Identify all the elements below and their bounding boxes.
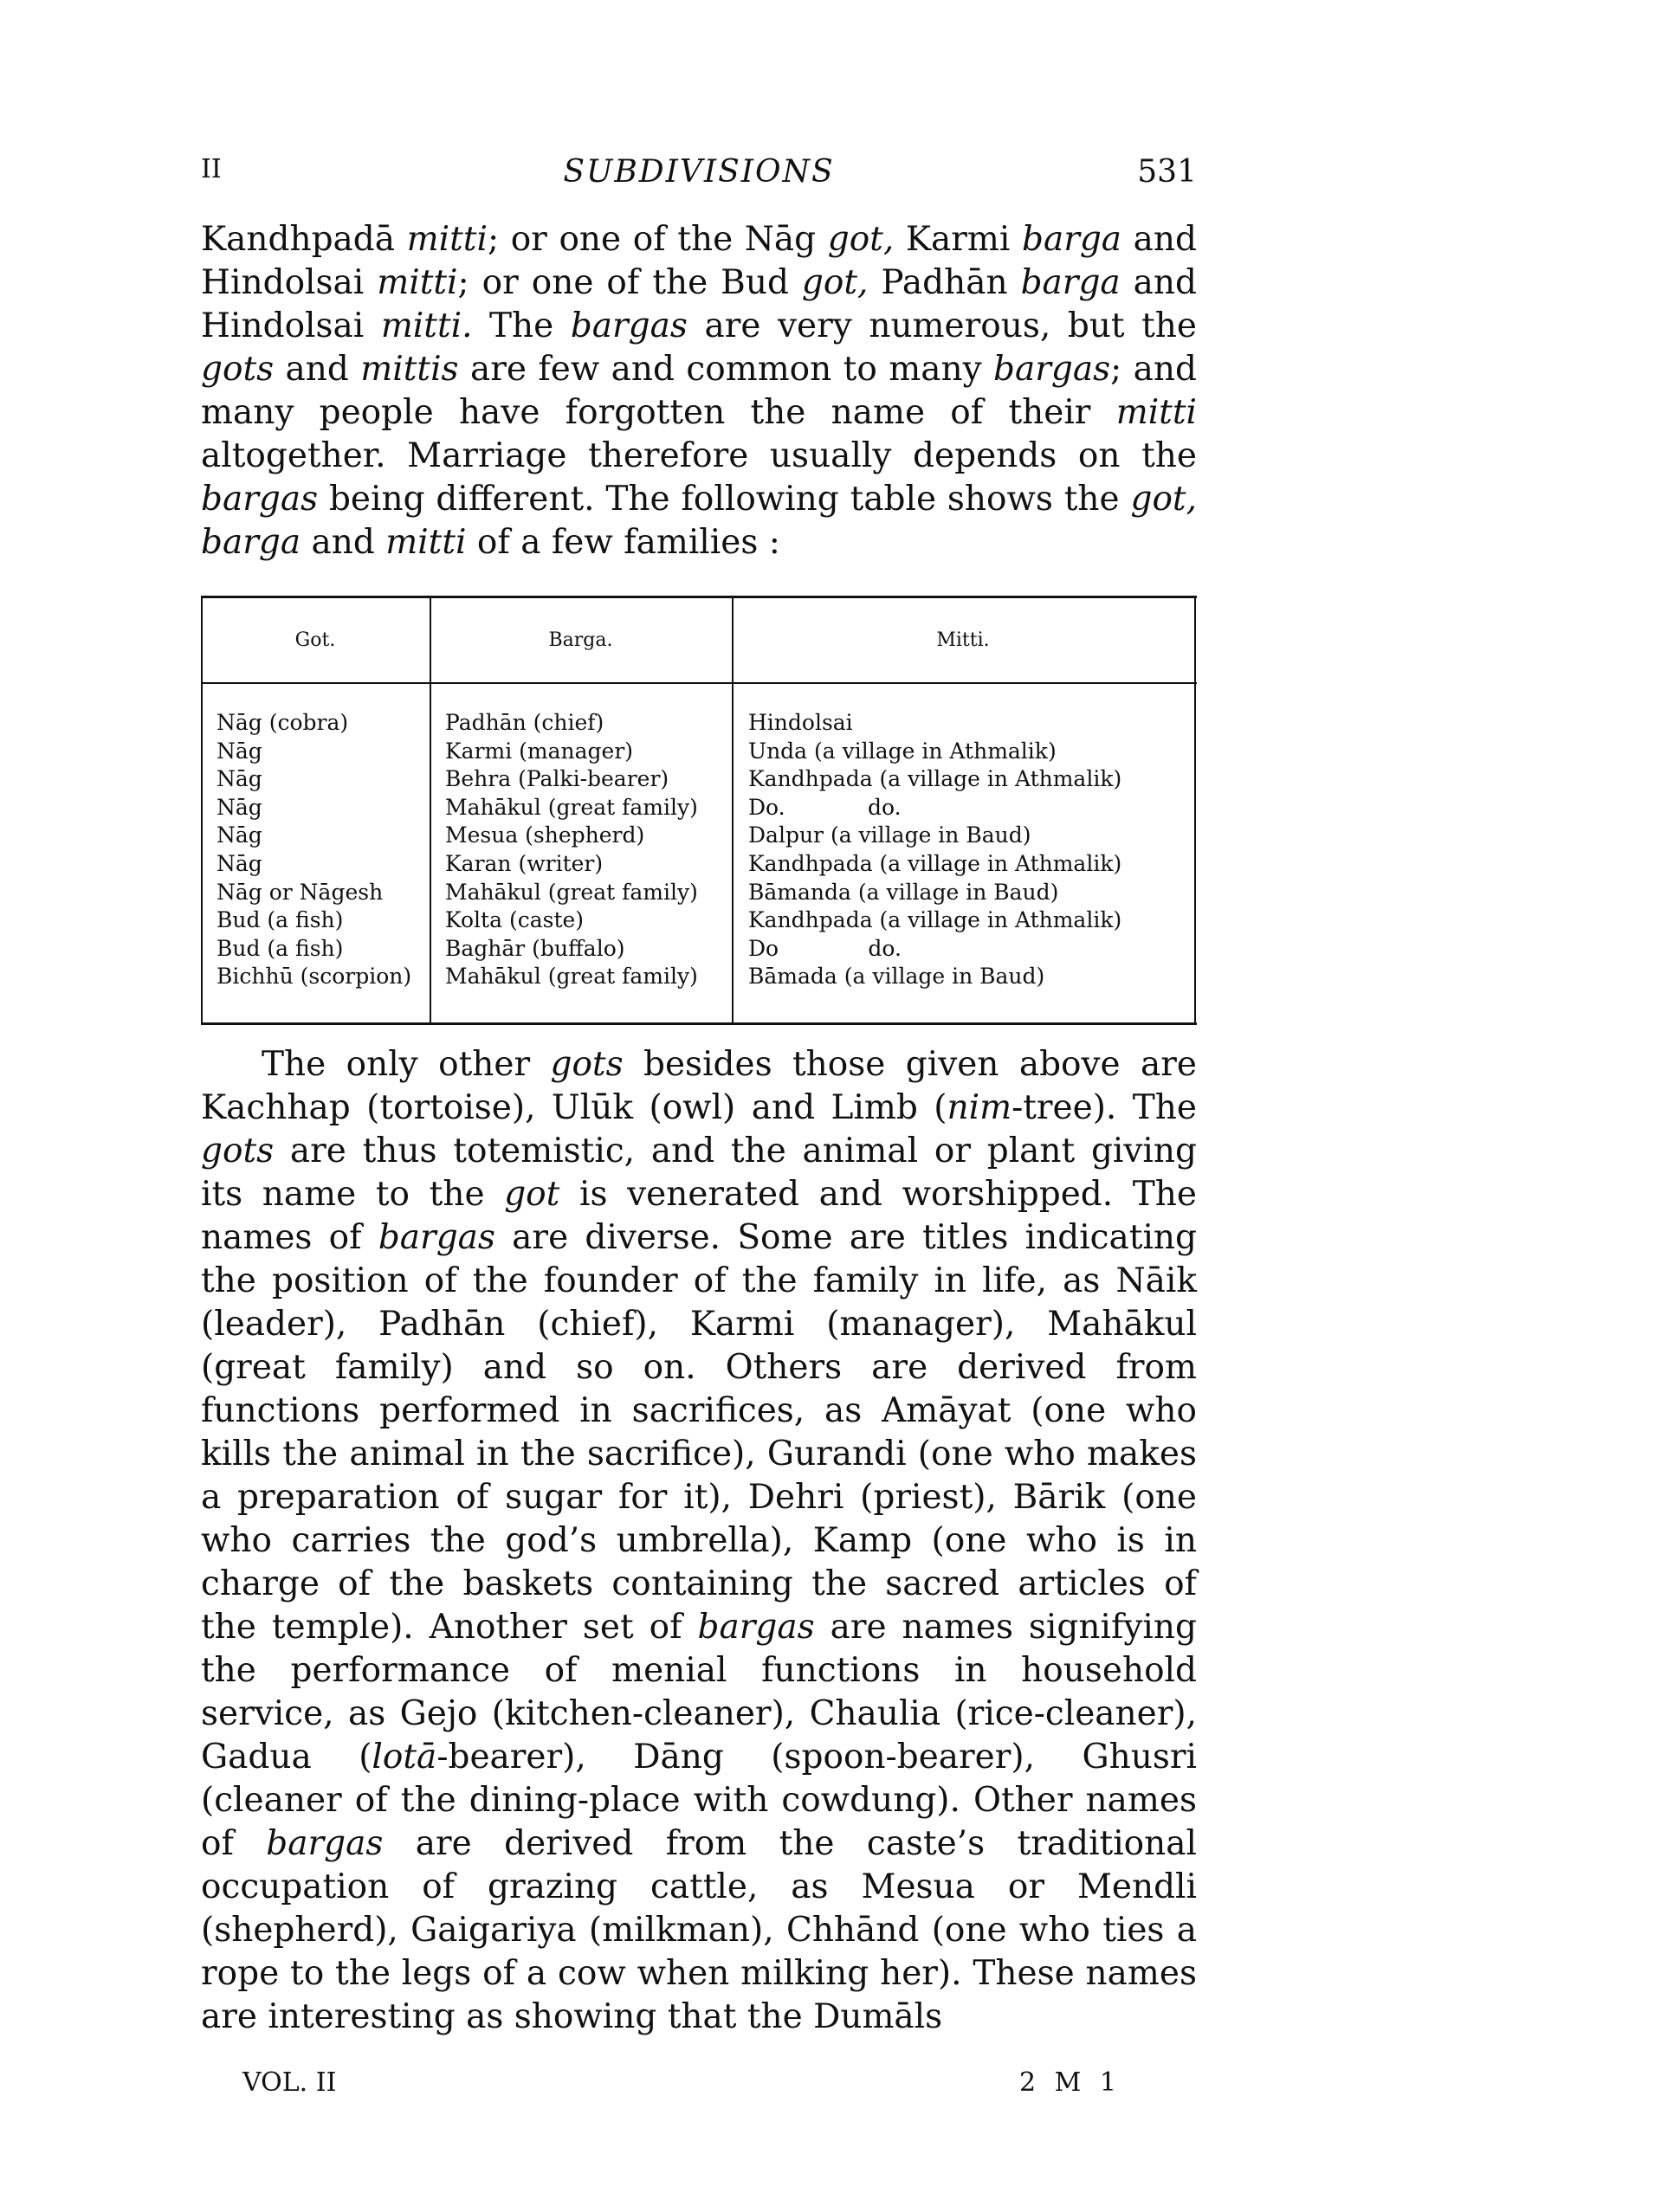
text-run: of a few families : [466,523,780,562]
cell-mitti: Bāmanda (a village in Baud) [748,879,1059,905]
cell-got: Nāg [217,766,262,792]
text-run: Padhān [868,263,1021,302]
italic-term: bargas [570,306,688,345]
italic-term: gots [201,350,275,389]
italic-term: got, [827,220,895,259]
cell-got: Nāg (cobra) [217,710,349,735]
cell-mitti: Do do. [748,935,902,961]
cell-got: Nāg [217,822,262,848]
italic-term: mitti [377,263,458,302]
cell-mitti: Kandhpada (a village in Athmalik) [748,850,1122,876]
header-mitti: Mitti. [936,629,990,651]
page-number: 531 [1137,154,1197,190]
cell-barga: Kolta (caste) [445,907,585,933]
text-run: are derived from the caste’s traditional occupation of grazing cattle, as Mesua or Mendli (shepherd), Gaigariya (milkman), Chhānd (one who ties a rope to the legs of a cow when milking her). These names are interesting as showing that the Dumāls [201,1824,1198,2036]
italic-term: mittis [360,350,459,389]
text-run: -bearer), Dāng (spoon-bearer), Ghusri (cleaner of the dining-place with cowdung). Other names of [201,1738,1197,1863]
cell-barga: Behra (Palki-bearer) [445,766,669,792]
italic-term: mitti. [380,306,473,345]
italic-term: barga [1021,220,1122,259]
italic-term: gots [550,1045,624,1084]
chapter-number: II [201,154,222,184]
cell-got: Nāg [217,794,262,820]
cell-got: Bud (a fish) [217,907,344,933]
italic-term: bargas [201,480,319,519]
cell-barga: Baghār (buffalo) [445,935,625,961]
text-run: and Hindolsai [201,263,1197,345]
text-run: ; and many people have forgotten the name of their [201,350,1197,432]
cell-barga: Mesua (shepherd) [445,822,645,848]
italic-term: barga [201,523,301,562]
italic-term: nim [947,1088,1012,1127]
italic-term: barga [1020,263,1121,302]
cell-mitti: Kandhpada (a village in Athmalik) [748,766,1122,792]
text-run: The [472,306,571,345]
cell-mitti: Unda (a village in Athmalik) [748,738,1057,764]
column-got [217,709,411,991]
cell-mitti: Kandhpada (a village in Athmalik) [748,907,1122,933]
text-run: is venerated and worshipped. The names of [201,1175,1197,1257]
column-mitti [748,709,1121,991]
text-run: being different. The following table shows the [318,480,1131,519]
cell-mitti: Do. do. [748,794,902,820]
signature-mark: 2 M 1 [1019,2067,1121,2098]
column-barga [445,709,698,991]
table-divider-2 [732,598,734,1022]
cell-got: Nāg or Nāgesh [217,879,384,905]
text-run: altogether. Marriage therefore usually depends on the [201,436,1197,475]
got-barga-mitti-table [201,596,1197,1025]
text-run: -tree). The [1012,1088,1197,1127]
italic-term: mitti [1115,393,1197,432]
running-head [201,154,1197,197]
text-run: and [301,523,386,562]
cell-got: Nāg [217,738,262,764]
text-run: ; or one of the Nāg [487,220,828,259]
table-border-right [1194,598,1196,1022]
cell-barga: Mahākul (great family) [445,879,698,905]
cell-got: Bud (a fish) [217,935,344,961]
header-got: Got. [294,629,336,651]
table-divider-1 [430,598,431,1022]
text-run: are very numerous, but the [687,306,1197,345]
italic-term: got [504,1175,560,1214]
paragraph-bottom-text [201,1043,1197,2039]
italic-term: lotā [372,1738,437,1777]
italic-term: gots [201,1132,275,1170]
italic-term: got, [1130,480,1197,519]
table-header-rule [201,682,1197,684]
header-barga: Barga. [548,629,613,651]
text-run: Kandhpadā [201,220,407,259]
cell-barga: Karmi (manager) [445,738,634,764]
italic-term: got, [801,263,869,302]
volume-label: VOL. II [242,2067,337,2098]
paragraph-top [201,218,1197,564]
paragraph-bottom [201,1043,1197,2039]
italic-term: mitti [406,220,488,259]
text-run: are names signifying the performance of menial functions in household service, as Gejo (kitchen-cleaner), Chaulia (rice-cleaner), Gadua ( [201,1608,1197,1777]
text-run: besides those given above are Kachhap (tortoise), Ulūk (owl) and Limb ( [201,1045,1197,1127]
cell-barga: Mahākul (great family) [445,964,698,990]
cell-got: Nāg [217,850,262,876]
text-run: and Hindolsai [201,220,1198,302]
cell-got: Bichhū (scorpion) [217,964,412,990]
italic-term: bargas [266,1824,384,1863]
italic-term: mitti [385,523,467,562]
text-run: The only other [262,1045,551,1084]
paragraph-top-text [201,218,1197,564]
cell-mitti: Dalpur (a village in Baud) [748,822,1031,848]
cell-barga: Padhān (chief) [445,710,604,735]
cell-mitti: Bāmada (a village in Baud) [748,964,1045,990]
italic-term: bargas [378,1218,495,1257]
text-run: and [274,350,361,389]
text-run: are few and common to many [458,350,994,389]
text-run: are thus totemistic, and the animal or plant giving its name to the [201,1132,1197,1214]
running-title: SUBDIVISIONS [563,154,835,190]
text-run: are diverse. Some are titles indicating the position of the founder of the family in life, as Nāik (leader), Padhān (chief), Karmi (manager), Mahākul (great family) and so on. Others are derived from functions performed in sacrifices, as Amāyat (one who kills the animal in the sacrifice), Gurandi (one who makes a preparation of sugar for it), Dehri (priest), Bārik (one who carries the god’s umbrella), Kamp (one who is in charge of the baskets containing the sacred articles of the temple). Another set of [201,1218,1198,1647]
cell-barga: Karan (writer) [445,850,604,876]
text-run: ; or one of the Bud [457,263,802,302]
italic-term: bargas [993,350,1111,389]
cell-mitti: Hindolsai [748,710,853,735]
text-run: Karmi [894,220,1022,259]
table-border-left [201,598,203,1022]
italic-term: bargas [697,1608,815,1647]
cell-barga: Mahākul (great family) [445,794,698,820]
